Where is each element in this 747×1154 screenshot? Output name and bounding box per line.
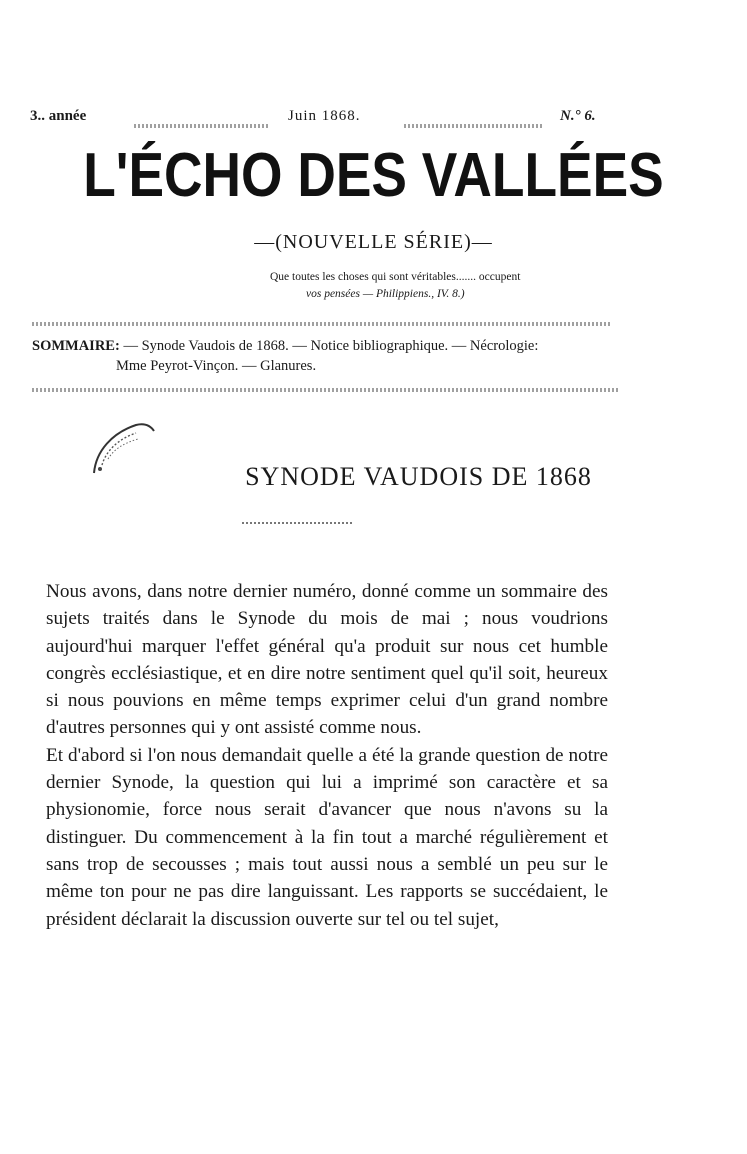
issue-number: N.° 6. xyxy=(560,108,596,124)
summary-label: SOMMAIRE: xyxy=(32,338,120,354)
summary-bottom-rule xyxy=(32,388,620,392)
issue-date: Juin 1868. xyxy=(288,108,361,124)
header-row xyxy=(0,108,747,130)
article-paragraph-2: Et d'abord si l'on nous demandait quelle a été la grande question de notre dernier Synode, la question qui lui a imprimé son caractère et sa physionomie, force nous serait d'avancer que nous n'avons su la distinguer. Du commencement à la fin tout a marché régulièrement et sans trop de secousses ; mais tout aussi nous a semblé un peu sur le même ton pour ne pas dire languissant. Les rapports se succédaient, le président déclarait la discussion ouverte sur tel ou tel sujet, xyxy=(46,744,608,930)
summary-line-2: Mme Peyrot-Vinçon. — Glanures. xyxy=(116,358,317,374)
header-rule-left xyxy=(134,124,270,128)
article-paragraph-1: Nous avons, dans notre dernier numéro, donné comme un sommaire des sujets traités dans le Synode du mois de mai ; nous voudrions aujourd'hui marquer l'effet général qu'a produit sur nous cet humble congrès ecclésiastique, et en dire notre sentiment quel qu'il soit, heureux si nous pouvions en même temps exprimer celui d'un grand nombre d'autres personnes qui y ont assisté comme nous. xyxy=(46,581,608,739)
epigraph-line-1: Que toutes les choses qui sont véritables....... occupent xyxy=(270,271,521,283)
summary-block xyxy=(32,336,622,376)
masthead-series: —(NOUVELLE SÉRIE)— xyxy=(254,231,493,253)
header-rule-right xyxy=(404,124,542,128)
summary-line-1: — Synode Vaudois de 1868. — Notice bibliographique. — Nécrologie: xyxy=(123,338,539,354)
epigraph-line-2: vos pensées — Philippiens., IV. 8.) xyxy=(306,288,465,300)
article-title: SYNODE VAUDOIS DE 1868 xyxy=(245,462,592,491)
masthead-title: L'ÉCHO DES VALLÉES xyxy=(83,141,664,210)
year-label: 3.. année xyxy=(30,108,87,124)
summary-top-rule xyxy=(32,322,610,326)
article-body xyxy=(46,578,608,933)
title-rule xyxy=(242,522,354,524)
